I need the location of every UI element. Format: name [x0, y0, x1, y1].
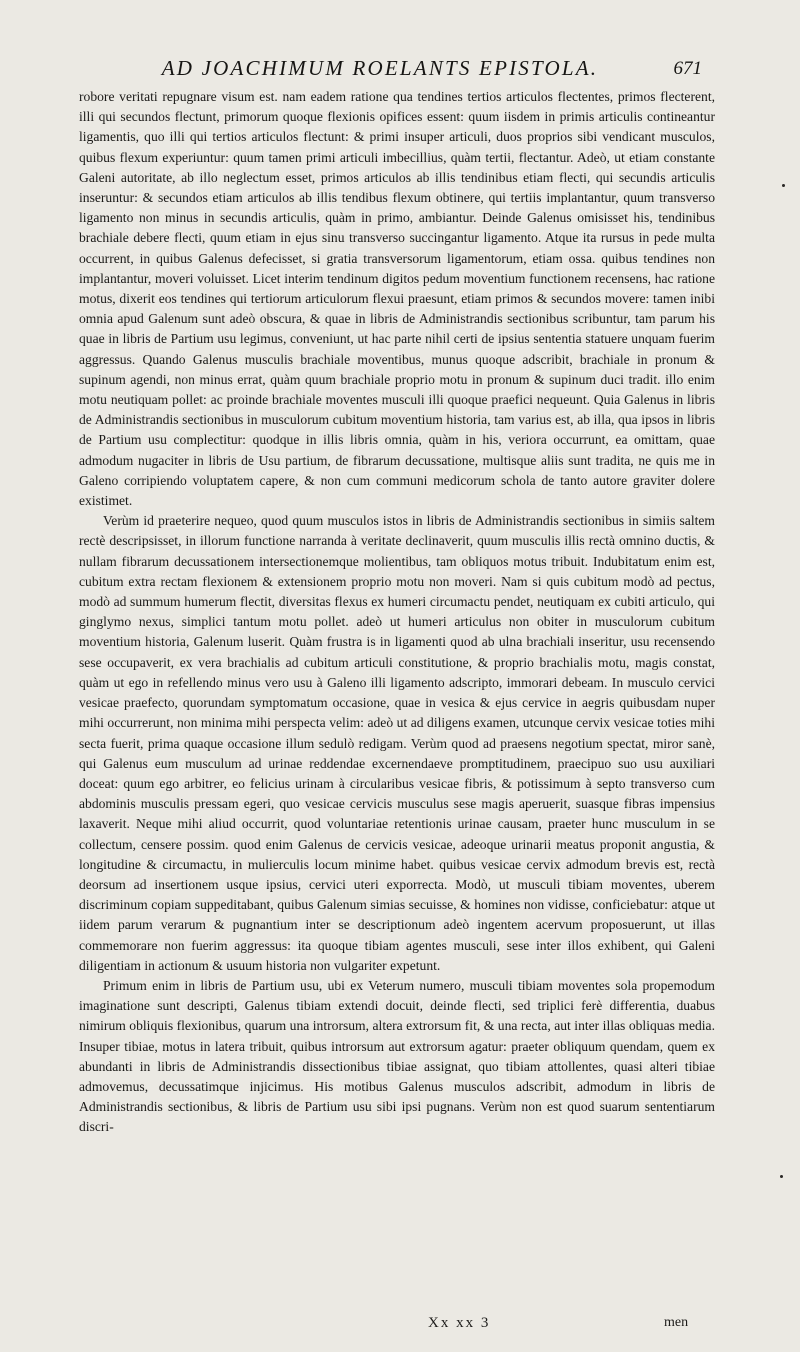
- catchword: men: [664, 1315, 689, 1330]
- paragraph-3: Primum enim in libris de Partium usu, ubi ex Veterum numero, musculi tibiam moventes sola propemodum imaginatione sunt descripti, Galenus tibiam extendi docuit, deinde flecti, sed triplici ferè differentia, duabus nimirum obliquis flexionibus, quarum una introrsum, altera extrorsum fit, & una recta, aut inter illas obliquas media. Insuper tibiae, motus in latera tribuit, quibus introrsum aut extrorsum agatur: praeter obliquum quendam, quem ex abundanti in libris de Administrandis dissectionibus tibiae assignat, quo tibiam attollentes, quasi alteri tibiae admovemus, decussatimque injicimus. His motibus Galenus musculos adscribit, admodum in libris de Administrandis sectionibus, & libris de Partium usu sibi ipsi pugnans. Verùm non est quod suarum sententiarum discri-: [79, 977, 715, 1135]
- signature-mark: Xx xx 3: [428, 1315, 491, 1331]
- paragraph-1: robore veritati repugnare visum est. nam eadem ratione qua tendines tertios articulos flectentes, primos flecterent, illi qui secundos flectunt, primorum quoque flexionis opifices essent: quum iisdem in primis articulis contineantur ligamentis, quo illi qui tertios articulos flectunt: & primi insuper articuli, duos proprios sibi vendicant musculos, quibus flexum experiuntur: quum tamen primi articuli imbecillius, quàm tertii, flectantur. Adeò, ut etiam constante Galeni autoritate, ab illo neglectum esset, primos articulos ab illis tendinibus etiam flecti, qui secundis articulis inseruntur: & secundos etiam articulos ab illis tendibus flexum obtinere, qui tertiis implantantur, quum transverso ligamento non minus in secundis articulis, quàm in primo, ambiantur. Deinde Galenus omisisset his, tendinibus brachiale debere flecti, quum etiam in ejus sinu transverso succingantur ligamento. Atque ita rursus in pede multa occurrent, in quibus Galenus defecisset, si gratia transversorum ligamentorum, etiam ossa. quibus tendines non implantantur, moveri voluisset. Licet interim tendinum digitos pedum moventium functionem recensens, hac ratione motus, dixerit eos tendines qui tertiorum articulorum flexui praesunt, etiam primos & secundos movere: tamen inibi omnia apud Galenum sunt adeò obscura, & quae in libris de Administrandis sectionibus scribuntur, tam parum his quae in libris de Partium usu legimus, conveniunt, ut hac parte nihil certi de ipsius sententia statuere unquam fuerim aggressus. Quando Galenus musculis brachiale moventibus, munus quoque adscribit, brachiale in pronum & supinum agendi, non minus errat, quàm quum brachiale proprio motu in pronum & supinum duci tradit. illo enim motu neutiquam pollet: ac proinde brachiale moventes musculi illi quoque praefici nequeunt. Quia Galenus in libris de Administrandis sectionibus in musculorum cubitum moventium historia, tam varius est, ab illa, qua ipsos in libris de Partium usu complectitur: quodque in illis libris omnia, quàm in his, veriora occurrunt, ea omittam, quae admodum nugaciter in libris de Usu partium, de fibrarum decussatione, multisque aliis sunt tradita, ne quis me in Galeno corripiendo voluptatem capere, & non cum communi medicorum schola de tanto autore graviter dolere existimet.: [79, 89, 715, 509]
- page-header: [138, 56, 702, 86]
- paper-speck: [780, 1175, 783, 1178]
- page-number: 671: [673, 58, 702, 79]
- paper-speck: [782, 184, 785, 187]
- body-text: [79, 87, 715, 1138]
- paragraph-2: Verùm id praeterire nequeo, quod quum musculos istos in libris de Administrandis sectionibus in simiis saltem rectè descripsisset, in illorum functione narranda à veritate declinaverit, quum musculis illis rectà omnino ductis, & nullam fibrarum decussationem intersectionemque molientibus, tam obliquos motus tribuit. Indubitatum enim est, cubitum extra rectam flexionem & extensionem proprio motu non moveri. Nam si quis cubitum modò ad pectus, modò ad summum humerum flectit, diversitas flexus ex humeri circumactu pendet, neutiquam ex cubiti articulo, qui ginglymo nexus, simplici tantum motu pollet. adeò ut humeri articulus non obiter in musculorum cubitum moventium historia, Galenum luserit. Quàm frustra is in ligamenti quod ab ulna brachiali inseritur, usu recensendo sese occupaverit, ex vera brachialis ad cubitum articuli constitutione, & proprio brachialis motu, magis constat, quàm ut ego in refellendo minus vero usu à Galeno illi ligamento adscripto, immorari debeam. In musculo cervici vesicae praefecto, quorundam symptomatum occasione, quae in vesica & ejus cervice in aegris quibusdam nuper mihi occurrerunt, non minima mihi perspecta velim: adeò ut ad diligens examen, utcunque cervix vesicae toties mihi secta fuerit, prima quaque occasione illum sedulò redigam. Verùm quod ad praesens negotium spectat, miror sanè, qui Galenus eum musculum ad urinae reddendae excernendaeve promptitudinem, praecipuo suo usu auxiliari doceat: quum ego arbitrer, eo felicius urinam à circularibus vesicae fibris, & potissimum à septo transverso cum abdominis musculis pressam egeri, quo vesicae cervicis musculus sese magis aperuerit, suasque fibras impensius laxaverit. Neque mihi aliud occurrit, quod voluntariae retentionis urinae causam, praeter hunc musculum in se collectum, censere possim. quod enim Galenus de cervicis vesicae, adeoque urinarii meatus proponit angustia, & longitudine & circumactu, in mulierculis locum minime habet. quibus vesicae cervix admodum brevis est, rectà deorsum ad insertionem usque ipsius, cervici uteri exporrecta. Modò, ut musculi tibiam moventes, uberem discriminum copiam suppeditabant, quibus Galenum simias secuisse, & homines non vidisse, conficiebatur: atque ut iidem parum verarum & pugnantium inter se descriptionum adeò ingentem acervum proposuerunt, ut illas commemorare non fuerim aggressus: ita quoque tibiam agentes musculi, sese inter illos exhibent, qui Galeni diligentiam in actionum & usuum historia non vulgariter expetunt.: [79, 513, 715, 973]
- running-head: AD JOACHIMUM ROELANTS EPISTOLA.: [161, 56, 599, 80]
